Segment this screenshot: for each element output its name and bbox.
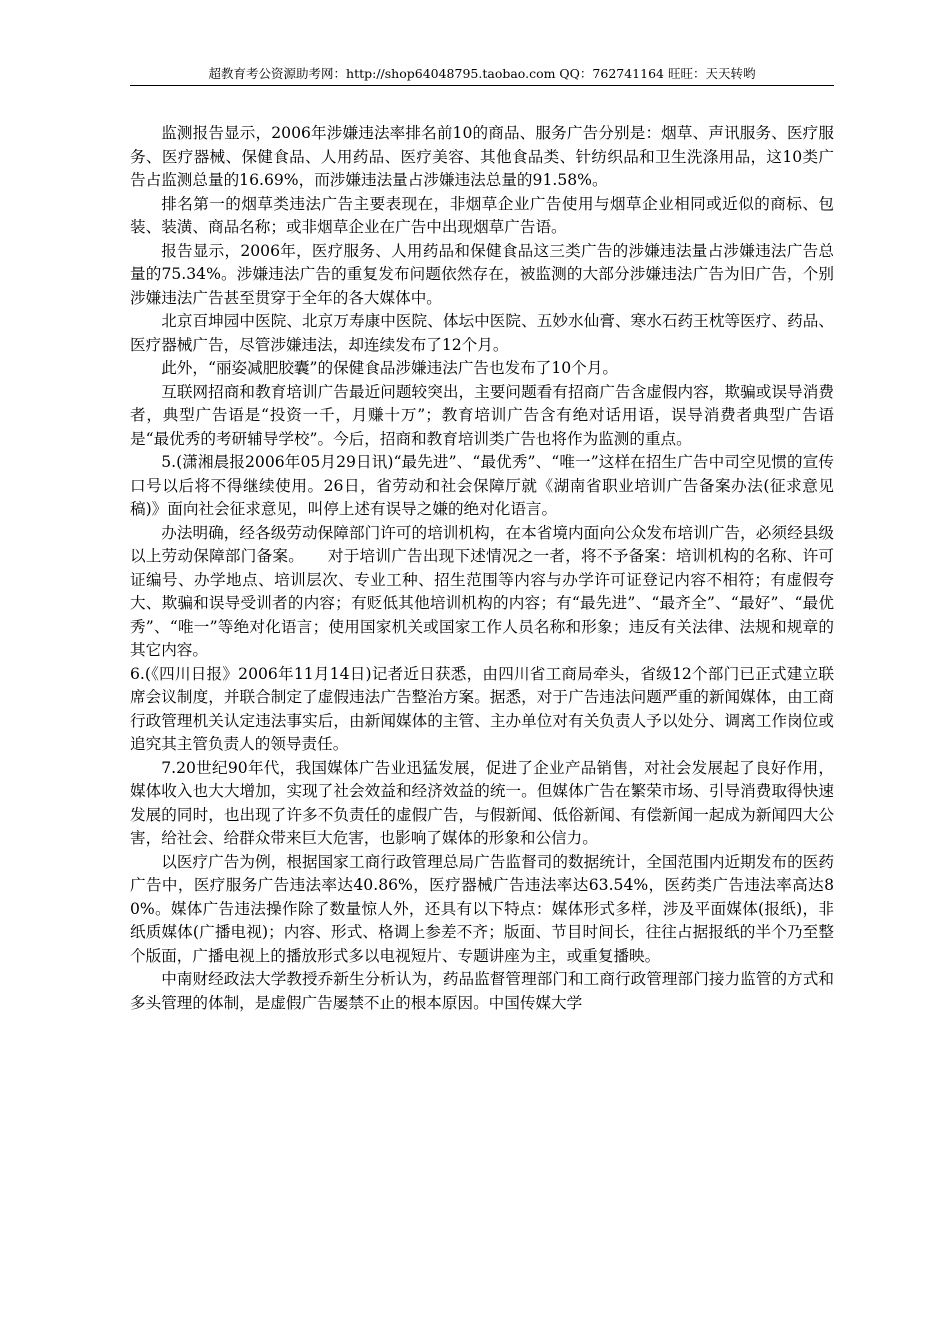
paragraph: 中南财经政法大学教授乔新生分析认为，药品监督管理部门和工商行政管理部门接力监管的方式和多头管理的体制，是虚假广告屡禁不止的根本原因。中国传媒大学 [130,970,834,1012]
paragraph: 以医疗广告为例，根据国家工商行政管理总局广告监督司的数据统计，全国范围内近期发布的医药广告中，医疗服务广告违法率达40.86%，医疗器械广告违法率达63.54%，医药类广告违法率高达80%。媒体广告违法操作除了数量惊人外，还具有以下特点：媒体形式多样，涉及平面媒体(报纸)，非纸质媒体(广播电视)；内容、形式、格调上参差不齐；版面、节目时间长，往往占据报纸的半个乃至整个版面，广播电视上的播放形式多以电视短片、专题讲座为主，或重复播映。 [130,852,834,965]
paragraph: 此外，“丽姿减肥胶囊”的保健食品涉嫌违法广告也发布了10个月。 [161,359,619,377]
document-body [130,122,834,1015]
paragraph: 排名第一的烟草类违法广告主要表现在，非烟草企业广告使用与烟草企业相同或近似的商标、包装、装潢、商品名称；或非烟草企业在广告中出现烟草广告语。 [130,194,834,236]
paragraph: 报告显示，2006年，医疗服务、人用药品和保健食品这三类广告的涉嫌违法量占涉嫌违法广告总量的75.34%。涉嫌违法广告的重复发布问题依然存在，被监测的大部分涉嫌违法广告为旧广告，个别涉嫌违法广告甚至贯穿于全年的各大媒体中。 [130,241,834,307]
paragraph: 北京百坤园中医院、北京万寿康中医院、体坛中医院、五妙水仙膏、寒水石药王枕等医疗、药品、医疗器械广告，尽管涉嫌违法，却连续发布了12个月。 [130,312,834,354]
paragraph: 6.(《四川日报》2006年11月14日)记者近日获悉，由四川省工商局牵头，省级12个部门已正式建立联席会议制度，并联合制定了虚假违法广告整治方案。据悉，对于广告违法问题严重的新闻媒体，由工商行政管理机关认定违法事实后，由新闻媒体的主管、主办单位对有关负责人予以处分、调离工作岗位或追究其主管负责人的领导责任。 [130,664,834,753]
page-header: 超教育考公资源助考网：http://shop64048795.taobao.com QQ：762741164 旺旺：天天转哟 [208,66,756,81]
paragraph: 办法明确，经各级劳动保障部门许可的培训机构，在本省境内面向公众发布培训广告，必须经县级以上劳动保障部门备案。 对于培训广告出现下述情况之一者，将不予备案：培训机构的名称、许可证编号、办学地点、培训层次、专业工种、招生范围等内容与办学许可证登记内容不相符；有虚假夸大、欺骗和误导受训者的内容；有贬低其他培训机构的内容；有“最先进”、“最齐全”、“最好”、“最优秀”、“唯一”等绝对化语言；使用国家机关或国家工作人员名称和形象；违反有关法律、法规和规章的其它内容。 [130,523,834,659]
paragraph: 监测报告显示，2006年涉嫌违法率排名前10的商品、服务广告分别是：烟草、声讯服务、医疗服务、医疗器械、保健食品、人用药品、医疗美容、其他食品类、针纺织品和卫生洗涤用品，这10类广告占监测总量的16.69%，而涉嫌违法量占涉嫌违法总量的91.58%。 [130,124,834,189]
paragraph: 互联网招商和教育培训广告最近问题较突出，主要问题看有招商广告含虚假内容，欺骗或误导消费者，典型广告语是“投资一千，月赚十万”；教育培训广告含有绝对话用语，误导消费者典型广告语是“最优秀的考研辅导学校”。今后，招商和教育培训类广告也将作为监测的重点。 [130,382,834,448]
paragraph: 7.20世纪90年代，我国媒体广告业迅猛发展，促进了企业产品销售，对社会发展起了良好作用，媒体收入也大大增加，实现了社会效益和经济效益的统一。但媒体广告在繁荣市场、引导消费取得快速发展的同时，也出现了许多不负责任的虚假广告，与假新闻、低俗新闻、有偿新闻一起成为新闻四大公害，给社会、给群众带来巨大危害，也影响了媒体的形象和公信力。 [130,758,834,847]
header-divider [130,85,834,86]
paragraph: 5.(潇湘晨报2006年05月29日讯)“最先进”、“最优秀”、“唯一”这样在招生广告中司空见惯的宣传口号以后将不得继续使用。26日，省劳动和社会保障厅就《湖南省职业培训广告备案办法(征求意见稿)》面向社会征求意见，叫停上述有误导之嫌的绝对化语言。 [130,453,834,518]
